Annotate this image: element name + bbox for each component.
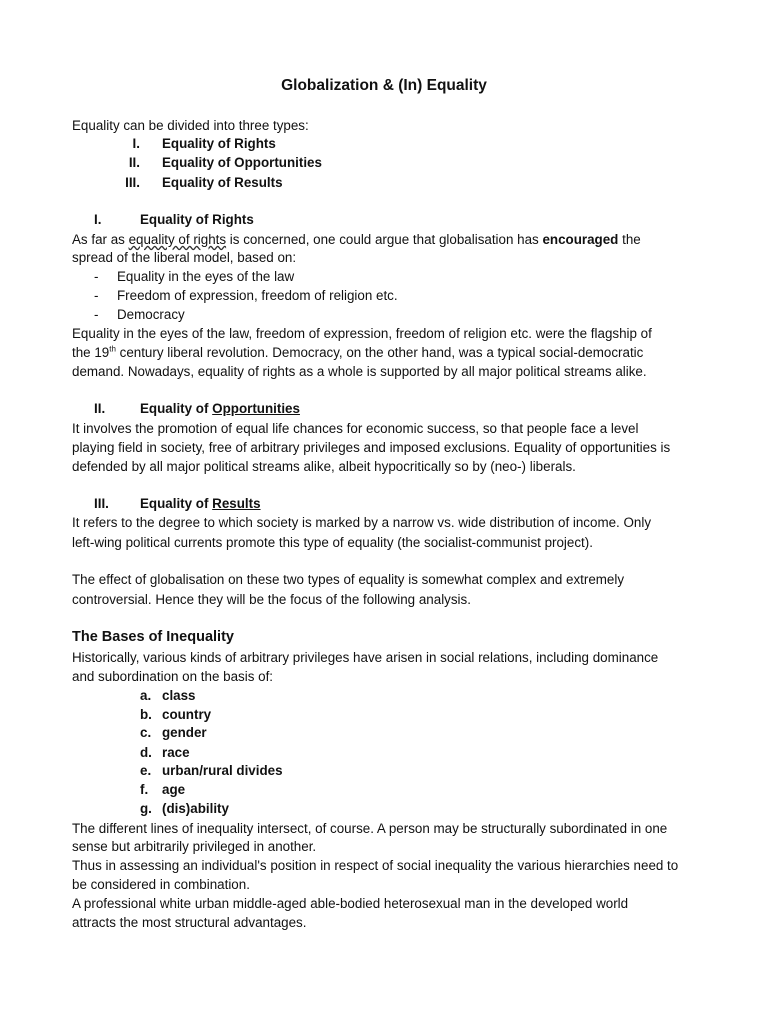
text-run: century liberal revolution. Democracy, on the other hand, was a typical social-democratic	[115, 345, 644, 360]
bullet-dash: -	[94, 269, 99, 284]
section2-line2: playing field in society, free of arbitrary privileges and imposed exclusions. Equality of opportunities is	[72, 440, 671, 455]
underlined-word: Opportunities	[212, 401, 300, 416]
section1-number: I.	[94, 212, 102, 227]
superscript: th	[109, 344, 116, 354]
list-item-race: race	[162, 745, 190, 760]
text-run: As far as	[72, 232, 129, 247]
bases-heading: The Bases of Inequality	[72, 629, 234, 645]
text-run: is concerned, one could argue that globalisation has	[226, 232, 543, 247]
underlined-word: Results	[212, 496, 261, 511]
closing-line5: A professional white urban middle-aged able-bodied heterosexual man in the developed world	[72, 896, 629, 911]
list-letter: b.	[140, 707, 152, 722]
closing-line2: sense but arbitrarily privileged in another.	[72, 839, 317, 854]
section2-number: II.	[94, 401, 106, 416]
equality-of-rights-marked: equality of rights	[128, 232, 227, 247]
text-run: the	[618, 232, 641, 247]
bullet-item-2: Freedom of expression, freedom of religion etc.	[117, 288, 398, 303]
text-run: the 19	[72, 345, 110, 360]
section1-paragraph1-line1	[72, 232, 641, 248]
list-letter: e.	[140, 763, 152, 778]
section1-heading: Equality of Rights	[140, 212, 254, 227]
bases-line2: and subordination on the basis of:	[72, 669, 274, 684]
type-num-2: II.	[128, 155, 140, 170]
type-num-1: I.	[132, 136, 140, 151]
section2-line1: It involves the promotion of equal life chances for economic success, so that people face a level	[72, 421, 639, 436]
list-letter: a.	[140, 688, 152, 703]
closing-line3: Thus in assessing an individual's position in respect of social inequality the various hierarchies need to	[72, 858, 679, 873]
type-label-1: Equality of Rights	[162, 136, 276, 151]
section1-paragraph2-line2	[72, 345, 643, 361]
section3-line1: It refers to the degree to which society is marked by a narrow vs. wide distribution of income. Only	[72, 515, 652, 530]
text-run: Equality of	[140, 401, 213, 416]
bases-line1: Historically, various kinds of arbitrary privileges have arisen in social relations, including dominance	[72, 650, 659, 665]
list-item-disability: (dis)ability	[162, 801, 229, 816]
section1-paragraph2-line3: demand. Nowadays, equality of rights as a whole is supported by all major political streams alike.	[72, 364, 647, 379]
type-num-3: III.	[125, 175, 140, 190]
list-letter: g.	[140, 801, 152, 816]
list-item-class: class	[162, 688, 196, 703]
effect-line2: controversial. Hence they will be the focus of the following analysis.	[72, 592, 471, 607]
intro-text: Equality can be divided into three types:	[72, 118, 309, 133]
bullet-item-3: Democracy	[117, 307, 185, 322]
section1-paragraph2-line1: Equality in the eyes of the law, freedom of expression, freedom of religion etc. were the flagship of	[72, 326, 652, 341]
section3-line2: left-wing political currents promote this type of equality (the socialist-communist project).	[72, 535, 593, 550]
type-label-2: Equality of Opportunities	[162, 155, 322, 170]
closing-line4: be considered in combination.	[72, 877, 250, 892]
list-letter: f.	[140, 782, 149, 797]
bullet-item-1: Equality in the eyes of the law	[117, 269, 295, 284]
list-letter: c.	[140, 725, 152, 740]
closing-line1: The different lines of inequality intersect, of course. A person may be structurally subordinated in one	[72, 821, 668, 836]
list-item-urban-rural: urban/rural divides	[162, 763, 283, 778]
section1-paragraph1-line2: spread of the liberal model, based on:	[72, 250, 297, 265]
list-item-country: country	[162, 707, 212, 722]
section2-heading	[140, 401, 300, 416]
text-run: Equality of	[140, 496, 213, 511]
list-item-age: age	[162, 782, 186, 797]
section3-number: III.	[94, 496, 109, 511]
bullet-dash: -	[94, 288, 99, 303]
document-title: Globalization & (In) Equality	[281, 77, 487, 94]
section2-line3: defended by all major political streams alike, albeit hypocritically so by (neo-) liberals.	[72, 459, 576, 474]
closing-line6: attracts the most structural advantages.	[72, 915, 307, 930]
type-label-3: Equality of Results	[162, 175, 283, 190]
list-letter: d.	[140, 745, 152, 760]
effect-line1: The effect of globalisation on these two types of equality is somewhat complex and extremely	[72, 572, 625, 587]
list-item-gender: gender	[162, 725, 207, 740]
bullet-dash: -	[94, 307, 99, 322]
section3-heading	[140, 496, 261, 511]
encouraged-bold: encouraged	[542, 232, 619, 247]
